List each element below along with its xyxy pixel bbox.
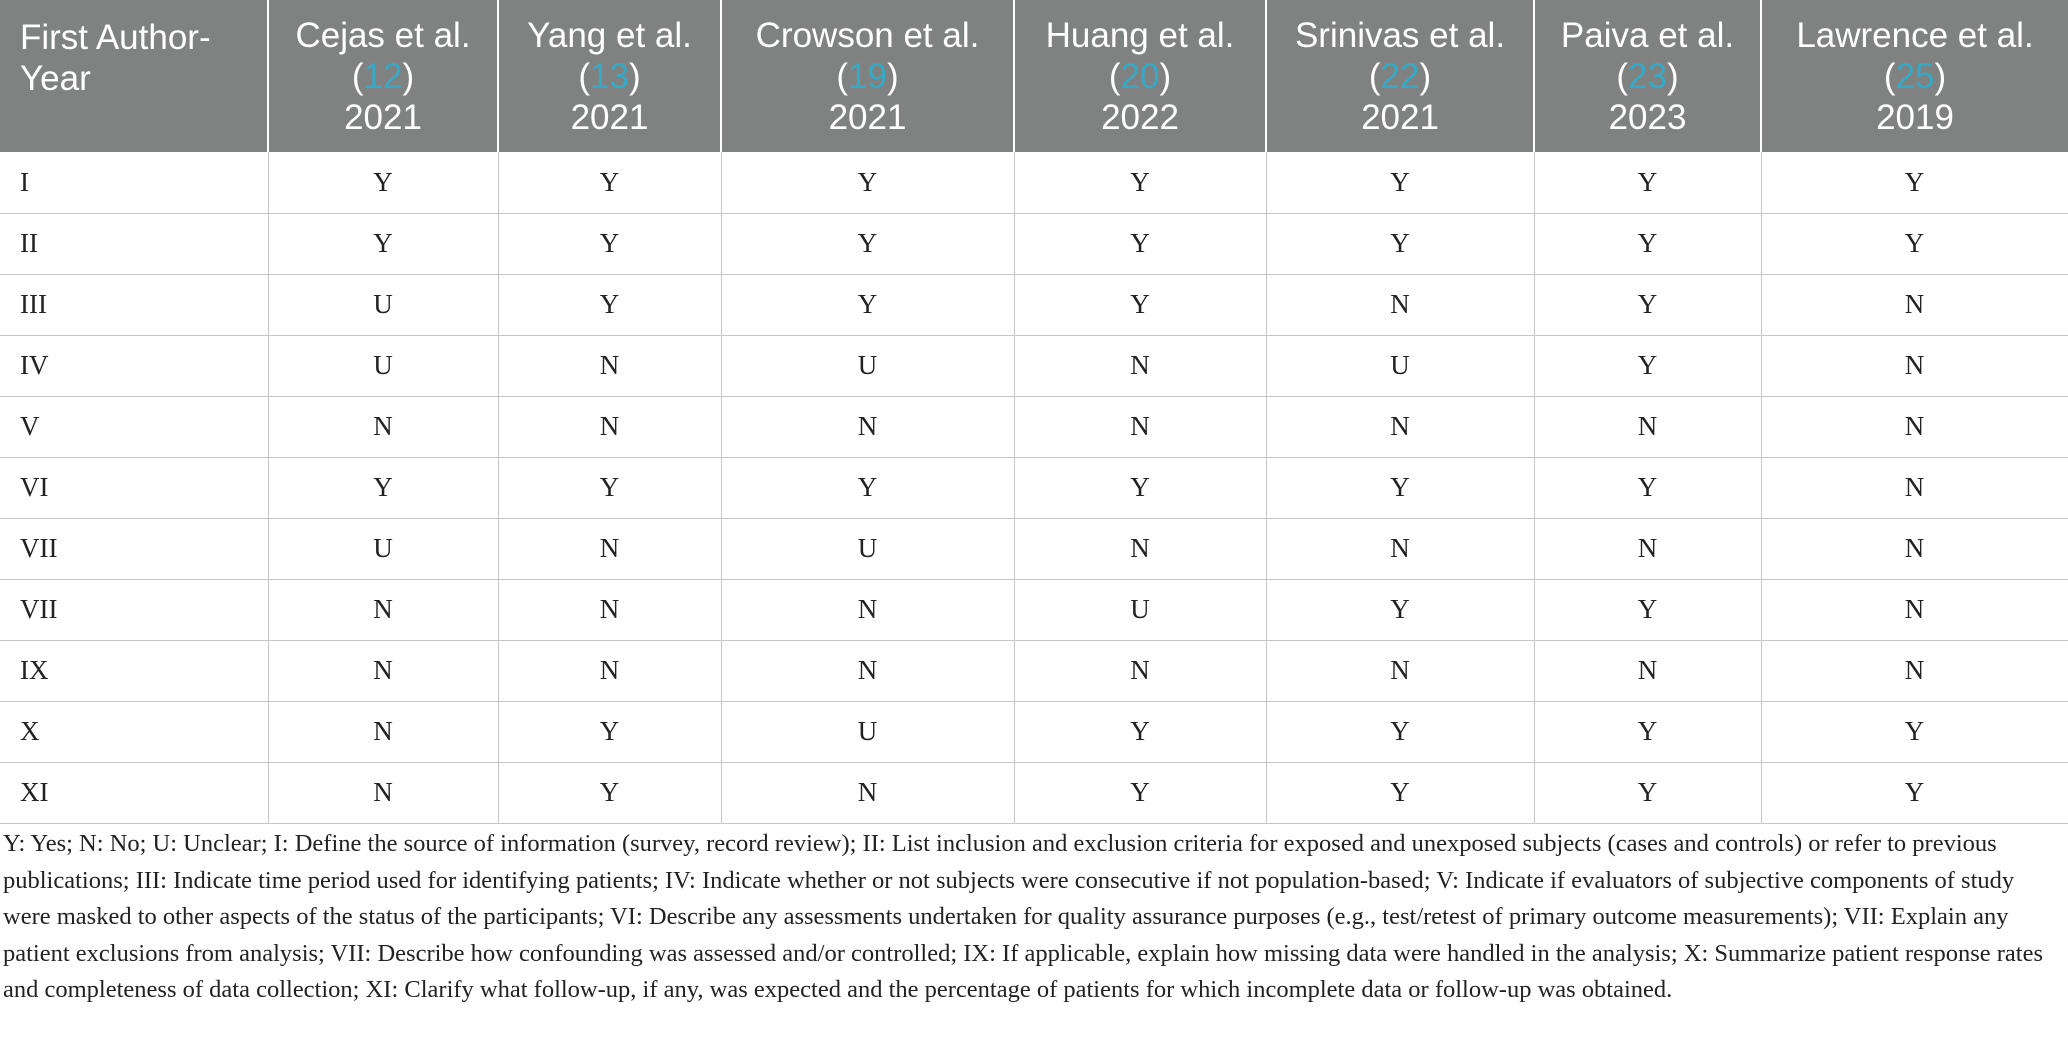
study-author: Yang et al. xyxy=(527,15,692,55)
header-row xyxy=(0,0,2068,152)
rating-cell: Y xyxy=(1534,152,1761,213)
study-ref-link[interactable]: 13 xyxy=(590,56,629,96)
rating-cell: Y xyxy=(1761,152,2068,213)
study-year: 2023 xyxy=(1608,97,1687,137)
row-criterion-label: I xyxy=(0,152,268,213)
study-ref-link[interactable]: 22 xyxy=(1380,56,1420,96)
rating-cell: Y xyxy=(721,213,1014,274)
rating-cell: Y xyxy=(721,457,1014,518)
table-row xyxy=(0,274,2068,335)
rating-cell: Y xyxy=(1761,701,2068,762)
table-row xyxy=(0,640,2068,701)
rating-cell: U xyxy=(268,274,498,335)
rating-cell: N xyxy=(1266,518,1534,579)
rating-cell: Y xyxy=(1534,335,1761,396)
rating-cell: U xyxy=(721,335,1014,396)
rating-cell: U xyxy=(1014,579,1266,640)
rating-cell: N xyxy=(1761,518,2068,579)
study-author: Srinivas et al. xyxy=(1294,15,1506,55)
header-study-0: Cejas et al. (12) 2021 xyxy=(268,0,498,152)
study-year: 2021 xyxy=(570,97,649,137)
rating-cell: N xyxy=(498,579,721,640)
rating-cell: N xyxy=(1761,335,2068,396)
rating-cell: N xyxy=(1534,640,1761,701)
rating-cell: Y xyxy=(1014,152,1266,213)
row-criterion-label: V xyxy=(0,396,268,457)
study-year: 2022 xyxy=(1101,97,1179,137)
rating-cell: Y xyxy=(1014,762,1266,823)
rating-cell: Y xyxy=(498,152,721,213)
table-row xyxy=(0,152,2068,213)
rating-cell: N xyxy=(1014,396,1266,457)
rating-cell: Y xyxy=(1014,213,1266,274)
rating-cell: Y xyxy=(1266,579,1534,640)
rating-cell: N xyxy=(721,396,1014,457)
rating-cell: Y xyxy=(721,152,1014,213)
study-ref-link[interactable]: 12 xyxy=(363,56,403,96)
rating-cell: N xyxy=(1266,396,1534,457)
rating-cell: N xyxy=(1761,579,2068,640)
rating-cell: U xyxy=(721,701,1014,762)
rating-cell: Y xyxy=(1761,213,2068,274)
rating-cell: U xyxy=(268,518,498,579)
row-criterion-label: VII xyxy=(0,518,268,579)
row-criterion-label: IX xyxy=(0,640,268,701)
table-row xyxy=(0,457,2068,518)
study-ref-link[interactable]: 25 xyxy=(1895,56,1935,96)
table-row xyxy=(0,335,2068,396)
header-study-3: Huang et al. (20) 2022 xyxy=(1014,0,1266,152)
header-second-line: Year xyxy=(20,59,91,98)
rating-cell: N xyxy=(1014,518,1266,579)
header-study-4: Srinivas et al. (22) 2021 xyxy=(1266,0,1534,152)
rating-cell: N xyxy=(268,762,498,823)
header-study-6: Lawrence et al. (25) 2019 xyxy=(1761,0,2068,152)
study-year: 2021 xyxy=(1361,97,1439,137)
rating-cell: Y xyxy=(1534,701,1761,762)
header-first-author-year xyxy=(0,0,268,152)
row-criterion-label: VII xyxy=(0,579,268,640)
rating-cell: Y xyxy=(268,152,498,213)
rating-cell: N xyxy=(721,762,1014,823)
rating-cell: Y xyxy=(268,457,498,518)
rating-cell: N xyxy=(721,640,1014,701)
rating-cell: N xyxy=(721,579,1014,640)
rating-cell: Y xyxy=(1761,762,2068,823)
study-year: 2019 xyxy=(1876,97,1954,137)
header-study-2: Crowson et al. (19) 2021 xyxy=(721,0,1014,152)
rating-cell: U xyxy=(1266,335,1534,396)
rating-cell: N xyxy=(268,640,498,701)
rating-cell: N xyxy=(1761,457,2068,518)
study-ref-link[interactable]: 23 xyxy=(1628,56,1667,96)
rating-cell: Y xyxy=(498,213,721,274)
study-author: Lawrence et al. xyxy=(1796,15,2034,55)
study-author: Crowson et al. xyxy=(755,15,980,55)
rating-cell: N xyxy=(1266,274,1534,335)
rating-cell: Y xyxy=(1014,457,1266,518)
rating-cell: N xyxy=(268,579,498,640)
rating-cell: Y xyxy=(498,457,721,518)
rating-cell: N xyxy=(1014,335,1266,396)
rating-cell: Y xyxy=(721,274,1014,335)
rating-cell: Y xyxy=(268,213,498,274)
rating-cell: U xyxy=(721,518,1014,579)
row-criterion-label: X xyxy=(0,701,268,762)
header-first-line: First Author- xyxy=(20,18,211,57)
rating-cell: N xyxy=(498,396,721,457)
rating-cell: N xyxy=(1534,518,1761,579)
rating-cell: Y xyxy=(1534,274,1761,335)
rating-cell: Y xyxy=(1534,213,1761,274)
table-row xyxy=(0,579,2068,640)
rating-cell: N xyxy=(498,640,721,701)
rating-cell: N xyxy=(498,518,721,579)
header-study-1: Yang et al. (13) 2021 xyxy=(498,0,721,152)
table-body xyxy=(0,152,2068,823)
table-row xyxy=(0,396,2068,457)
study-ref-link[interactable]: 19 xyxy=(848,56,887,96)
header-study-5: Paiva et al. (23) 2023 xyxy=(1534,0,1761,152)
study-ref-link[interactable]: 20 xyxy=(1120,56,1160,96)
table-row xyxy=(0,701,2068,762)
table-row xyxy=(0,213,2068,274)
table-row xyxy=(0,518,2068,579)
rating-cell: N xyxy=(498,335,721,396)
rating-cell: Y xyxy=(1266,701,1534,762)
rating-cell: Y xyxy=(1266,152,1534,213)
table-row xyxy=(0,762,2068,823)
row-criterion-label: III xyxy=(0,274,268,335)
rating-cell: Y xyxy=(1266,213,1534,274)
rating-cell: N xyxy=(268,701,498,762)
study-author: Cejas et al. xyxy=(295,15,471,55)
study-author: Paiva et al. xyxy=(1560,15,1735,55)
study-year: 2021 xyxy=(344,97,422,137)
rating-cell: Y xyxy=(1266,762,1534,823)
rating-cell: N xyxy=(1761,640,2068,701)
rating-cell: Y xyxy=(498,274,721,335)
table-footnote: Y: Yes; N: No; U: Unclear; I: Define the source of information (survey, record review); II: List inclusion and exclusion criteria for exposed and unexposed subjects (cases and controls) or refer to previous publications; III: Indicate time period used for identifying patients; IV: Indicate whether or not subjects were consecutive if not population-based; V: Indicate if evaluators of subjective components of study were masked to other aspects of the status of the participants; VI: Describe any assessments undertaken for quality assurance purposes (e.g., test/retest of primary outcome measurements); VII: Explain any patient exclusions from analysis; VII: Describe how confounding was assessed and/or controlled; IX: If applicable, explain how missing data were handled in the analysis; X: Summarize patient response rates and completeness of data collection; XI: Clarify what follow-up, if any, was expected and the percentage of patients for which incomplete data or follow-up was obtained. xyxy=(3,830,2043,1003)
rating-cell: Y xyxy=(498,762,721,823)
rating-cell: Y xyxy=(1534,762,1761,823)
rating-cell: N xyxy=(1761,396,2068,457)
rating-cell: Y xyxy=(1534,457,1761,518)
rating-cell: N xyxy=(268,396,498,457)
rating-cell: N xyxy=(1534,396,1761,457)
row-criterion-label: VI xyxy=(0,457,268,518)
rating-cell: Y xyxy=(1266,457,1534,518)
row-criterion-label: XI xyxy=(0,762,268,823)
study-year: 2021 xyxy=(828,97,907,137)
rating-cell: Y xyxy=(1014,274,1266,335)
rating-cell: N xyxy=(1266,640,1534,701)
rating-cell: Y xyxy=(1014,701,1266,762)
rating-cell: Y xyxy=(498,701,721,762)
rating-cell: N xyxy=(1014,640,1266,701)
rating-cell: U xyxy=(268,335,498,396)
rating-cell: N xyxy=(1761,274,2068,335)
row-criterion-label: IV xyxy=(0,335,268,396)
row-criterion-label: II xyxy=(0,213,268,274)
rating-cell: Y xyxy=(1534,579,1761,640)
study-author: Huang et al. xyxy=(1045,15,1235,55)
